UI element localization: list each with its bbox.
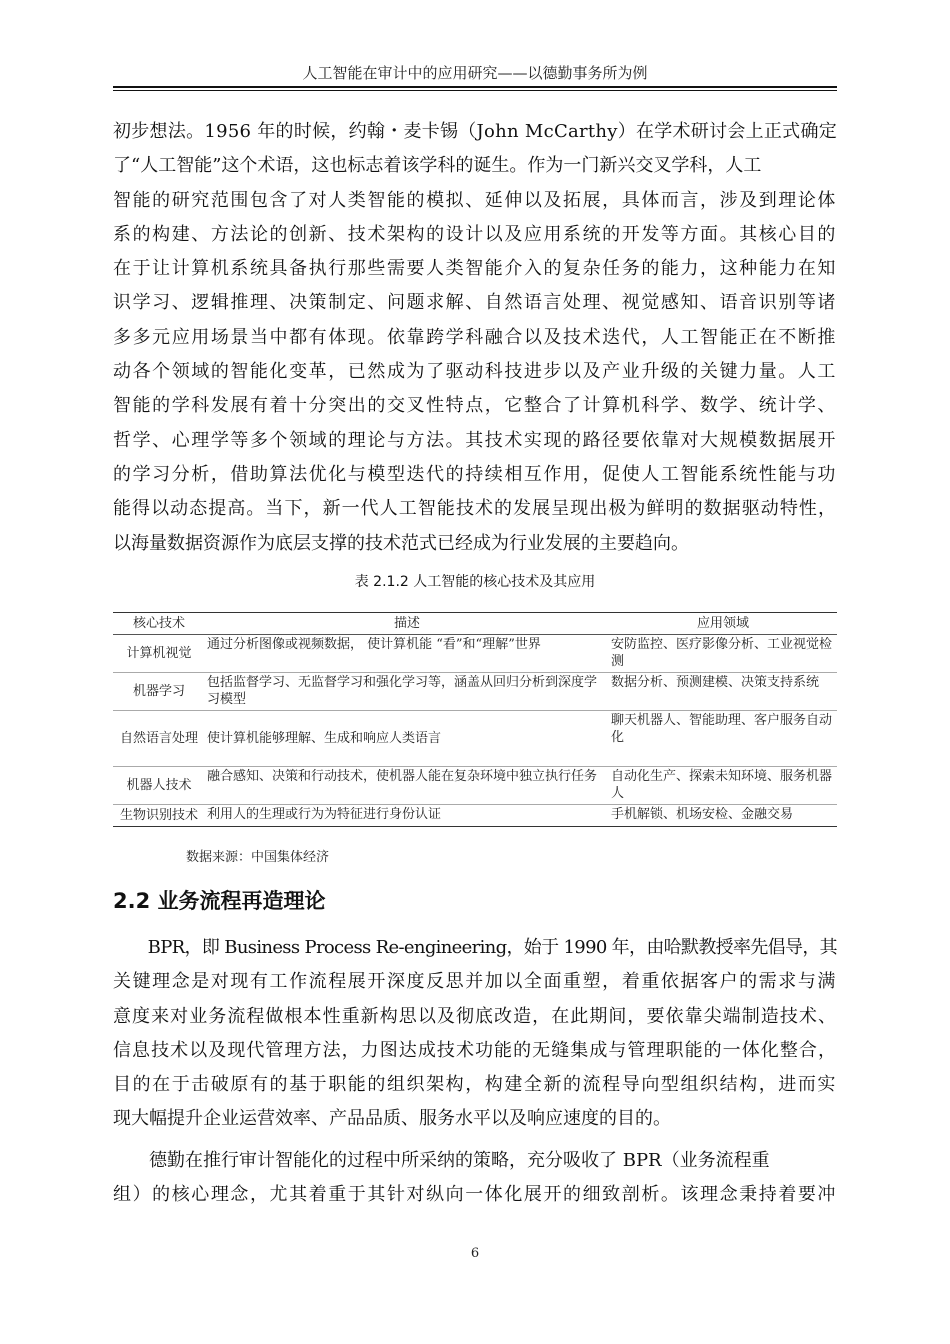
page-number: 6 bbox=[470, 1246, 480, 1261]
column-header-tech: 核心技术 bbox=[113, 613, 205, 635]
table-header-row bbox=[113, 613, 837, 635]
table-row bbox=[113, 767, 837, 805]
cell-application: 自动化生产、探索未知环境、服务机器人 bbox=[609, 767, 837, 805]
text-line: 智能的研究范围包含了对人类智能的模拟、延伸以及拓展，具体而言，涉及到理论体 bbox=[113, 189, 837, 211]
column-header-description: 描述 bbox=[205, 613, 609, 635]
text-line: 信息技术以及现代管理方法，力图达成技术功能的无缝集成与管理职能的一体化整合， bbox=[113, 1039, 837, 1061]
text-line: 动各个领域的智能化变革，已然成为了驱动科技进步以及产业升级的关键力量。人工 bbox=[113, 361, 837, 383]
text-line: 能得以动态提高。当下，新一代人工智能技术的发展呈现出极为鲜明的数据驱动特性， bbox=[113, 498, 837, 520]
header-rule-thin bbox=[113, 90, 837, 91]
body-paragraph-ai-definition bbox=[113, 115, 839, 561]
text-line: 以海量数据资源作为底层支撑的技术范式已经成为行业发展的主要趋向。 bbox=[113, 532, 689, 554]
text-line: 在于让计算机系统具备执行那些需要人类智能介入的复杂任务的能力，这种能力在知 bbox=[113, 258, 837, 280]
cell-description: 包括监督学习、无监督学习和强化学习等，涵盖从回归分析到深度学习模型 bbox=[205, 673, 609, 711]
text-line: 哲学、心理学等多个领域的理论与方法。其技术实现的路径要依靠对大规模数据展开 bbox=[113, 429, 837, 451]
text-line: 意度来对业务流程做根本性重新构思以及彻底改造，在此期间，要依靠尖端制造技术、 bbox=[113, 1005, 837, 1027]
cell-tech: 机器人技术 bbox=[113, 767, 205, 805]
table-caption: 表 2.1.2 人工智能的核心技术及其应用 bbox=[354, 574, 596, 590]
cell-tech: 计算机视觉 bbox=[113, 635, 205, 673]
text-line: 德勤在推行审计智能化的过程中所采纳的策略，充分吸收了 BPR（业务流程重 bbox=[113, 1150, 770, 1171]
column-header-application: 应用领域 bbox=[609, 613, 837, 635]
running-header: 人工智能在审计中的应用研究——以德勤事务所为例 bbox=[302, 64, 648, 82]
text-line: 了“人工智能”这个术语，这也标志着该学科的诞生。作为一门新兴交叉学科，人工 bbox=[113, 155, 762, 177]
text-line: 关键理念是对现有工作流程展开深度反思并加以全面重塑，着重依据客户的需求与满 bbox=[113, 971, 837, 993]
cell-application: 手机解锁、机场安检、金融交易 bbox=[609, 805, 837, 827]
table-row bbox=[113, 673, 837, 711]
cell-tech: 生物识别技术 bbox=[113, 805, 205, 827]
body-paragraph-deloitte bbox=[113, 1144, 839, 1213]
body-paragraph-bpr bbox=[113, 931, 839, 1137]
text-line: 的学习分析，借助算法优化与模型迭代的持续相互作用，促使人工智能系统性能与功 bbox=[113, 463, 837, 485]
text-line: BPR，即 Business Process Re-engineering，始于 1990 年，由哈默教授率先倡导，其 bbox=[113, 937, 837, 958]
cell-tech: 机器学习 bbox=[113, 673, 205, 711]
text-line: 现大幅提升企业运营效率、产品品质、服务水平以及响应速度的目的。 bbox=[113, 1108, 671, 1130]
cell-application: 聊天机器人、智能助理、客户服务自动化 bbox=[609, 711, 837, 767]
cell-application: 数据分析、预测建模、决策支持系统 bbox=[609, 673, 837, 711]
cell-application: 安防监控、医疗影像分析、工业视觉检测 bbox=[609, 635, 837, 673]
cell-description: 使计算机能够理解、生成和响应人类语言 bbox=[205, 711, 609, 767]
text-line: 目的在于击破原有的基于职能的组织架构，构建全新的流程导向型组织结构，进而实 bbox=[113, 1074, 837, 1096]
text-line: 智能的学科发展有着十分突出的交叉性特点，它整合了计算机科学、数学、统计学、 bbox=[113, 395, 837, 417]
text-line: 初步想法。1956 年的时候，约翰・麦卡锡（John McCarthy）在学术研讨会上正式确定 bbox=[113, 121, 837, 142]
text-line: 组）的核心理念，尤其着重于其针对纵向一体化展开的细致剖析。该理念秉持着要冲 bbox=[113, 1184, 837, 1206]
cell-description: 利用人的生理或行为为特征进行身份认证 bbox=[205, 805, 609, 827]
text-line: 系的构建、方法论的创新、技术架构的设计以及应用系统的开发等方面。其核心目的 bbox=[113, 223, 837, 245]
cell-tech: 自然语言处理 bbox=[113, 711, 205, 767]
table-row bbox=[113, 805, 837, 827]
table-source-note: 数据来源：中国集体经济 bbox=[186, 850, 330, 865]
text-line: 多多元应用场景当中都有体现。依靠跨学科融合以及技术迭代，人工智能正在不断推 bbox=[113, 326, 837, 348]
section-heading: 2.2 业务流程再造理论 bbox=[113, 889, 326, 913]
header-rule-thick bbox=[113, 86, 837, 88]
table-row bbox=[113, 711, 837, 767]
core-technology-table bbox=[113, 612, 837, 827]
text-line: 识学习、逻辑推理、决策制定、问题求解、自然语言处理、视觉感知、语音识别等诸 bbox=[113, 292, 837, 314]
cell-description: 通过分析图像或视频数据， 使计算机能 “看”和“理解”世界 bbox=[205, 635, 609, 673]
table-row bbox=[113, 635, 837, 673]
cell-description: 融合感知、决策和行动技术，使机器人能在复杂环境中独立执行任务 bbox=[205, 767, 609, 805]
